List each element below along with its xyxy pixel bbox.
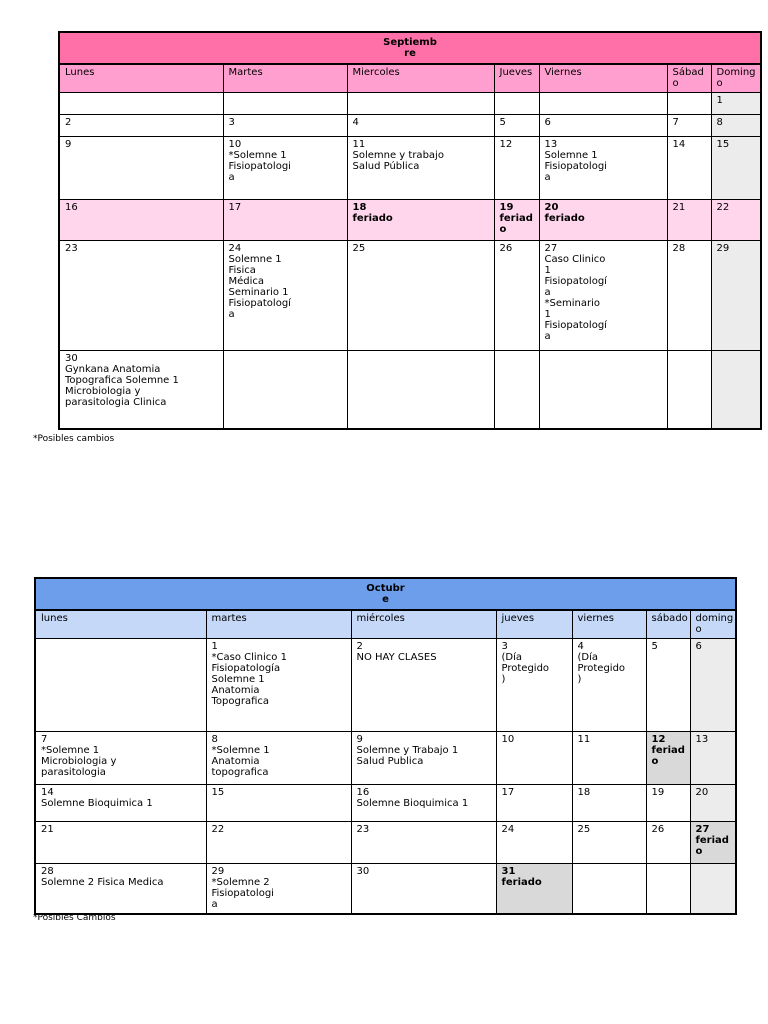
day-cell: 26 xyxy=(494,240,539,350)
day-cell: 30 xyxy=(351,863,496,914)
day-cell xyxy=(539,350,667,429)
holiday-cell: 27 feriad o xyxy=(690,821,736,863)
day-cell: 26 xyxy=(646,821,690,863)
day-cell xyxy=(667,350,711,429)
day-cell: 18 xyxy=(572,784,646,821)
day-header-viernes: viernes xyxy=(572,610,646,638)
day-header-martes: Martes xyxy=(223,64,347,92)
day-cell: 10 xyxy=(496,731,572,784)
day-cell: 20 xyxy=(690,784,736,821)
day-cell: 8 xyxy=(711,114,761,136)
day-cell: 6 xyxy=(690,638,736,731)
holiday-cell: 12 feriad o xyxy=(646,731,690,784)
month-title: Octubr e xyxy=(35,578,736,610)
day-cell: 3 (Día Protegido ) xyxy=(496,638,572,731)
day-cell: 21 xyxy=(667,199,711,240)
day-cell: 22 xyxy=(711,199,761,240)
week-row xyxy=(59,240,761,350)
day-cell: 24 xyxy=(496,821,572,863)
week-row xyxy=(35,638,736,731)
day-cell: 17 xyxy=(223,199,347,240)
day-cell: 21 xyxy=(35,821,206,863)
day-cell: 5 xyxy=(494,114,539,136)
day-cell: 17 xyxy=(496,784,572,821)
day-cell: 15 xyxy=(206,784,351,821)
day-cell: 14 xyxy=(667,136,711,199)
day-header-sabado: Sábad o xyxy=(667,64,711,92)
week-row xyxy=(35,731,736,784)
week-row xyxy=(59,136,761,199)
day-cell: 8 *Solemne 1 Anatomia topografica xyxy=(206,731,351,784)
day-cell: 16 Solemne Bioquimica 1 xyxy=(351,784,496,821)
day-cell xyxy=(59,92,223,114)
day-cell: 24 Solemne 1 Fisica Médica Seminario 1 Fisiopatologí a xyxy=(223,240,347,350)
day-header-miercoles: Miercoles xyxy=(347,64,494,92)
day-cell: 9 xyxy=(59,136,223,199)
holiday-week-row xyxy=(59,199,761,240)
day-cell: 22 xyxy=(206,821,351,863)
day-cell: 23 xyxy=(59,240,223,350)
day-cell: 9 Solemne y Trabajo 1 Salud Publica xyxy=(351,731,496,784)
day-cell: 1 xyxy=(711,92,761,114)
day-cell xyxy=(711,350,761,429)
day-cell: 4 xyxy=(347,114,494,136)
day-cell: 19 xyxy=(646,784,690,821)
october-calendar xyxy=(34,577,737,915)
day-header-jueves: jueves xyxy=(496,610,572,638)
day-cell: 4 (Día Protegido ) xyxy=(572,638,646,731)
day-cell: 2 xyxy=(59,114,223,136)
day-cell: 13 xyxy=(690,731,736,784)
week-row xyxy=(35,863,736,914)
day-cell: 11 xyxy=(572,731,646,784)
september-calendar xyxy=(58,31,762,430)
day-header-miercoles: miércoles xyxy=(351,610,496,638)
day-cell xyxy=(347,350,494,429)
day-cell: 12 xyxy=(494,136,539,199)
day-header-lunes: lunes xyxy=(35,610,206,638)
day-cell: 2 NO HAY CLASES xyxy=(351,638,496,731)
day-header-lunes: Lunes xyxy=(59,64,223,92)
day-cell: 25 xyxy=(572,821,646,863)
day-cell xyxy=(347,92,494,114)
day-cell: 29 xyxy=(711,240,761,350)
holiday-cell: 31 feriado xyxy=(496,863,572,914)
day-cell: 1 *Caso Clinico 1 Fisiopatología Solemne 1 Anatomia Topografica xyxy=(206,638,351,731)
day-cell: 28 Solemne 2 Fisica Medica xyxy=(35,863,206,914)
day-cell: 29 *Solemne 2 Fisiopatologi a xyxy=(206,863,351,914)
day-cell xyxy=(494,350,539,429)
day-cell xyxy=(494,92,539,114)
week-row xyxy=(35,821,736,863)
day-cell: 15 xyxy=(711,136,761,199)
day-cell: 3 xyxy=(223,114,347,136)
day-cell xyxy=(35,638,206,731)
day-header-sabado: sábado xyxy=(646,610,690,638)
holiday-cell: 20 feriado xyxy=(539,199,667,240)
day-cell: 5 xyxy=(646,638,690,731)
day-header-martes: martes xyxy=(206,610,351,638)
day-header-jueves: Jueves xyxy=(494,64,539,92)
holiday-cell: 18 feriado xyxy=(347,199,494,240)
day-cell xyxy=(223,92,347,114)
day-cell: 10 *Solemne 1 Fisiopatologi a xyxy=(223,136,347,199)
day-cell: 13 Solemne 1 Fisiopatologi a xyxy=(539,136,667,199)
day-header-domingo: doming o xyxy=(690,610,736,638)
day-cell xyxy=(646,863,690,914)
holiday-cell: 19 feriad o xyxy=(494,199,539,240)
day-cell: 7 *Solemne 1 Microbiologia y parasitologia xyxy=(35,731,206,784)
day-cell xyxy=(539,92,667,114)
day-cell: 25 xyxy=(347,240,494,350)
day-cell: 16 xyxy=(59,199,223,240)
september-note: *Posibles cambios xyxy=(33,434,115,444)
day-cell: 6 xyxy=(539,114,667,136)
day-cell xyxy=(667,92,711,114)
day-cell xyxy=(223,350,347,429)
day-cell: 11 Solemne y trabajo Salud Pública xyxy=(347,136,494,199)
day-cell: 27 Caso Clinico 1 Fisiopatologí a *Seminario 1 Fisiopatologí a xyxy=(539,240,667,350)
day-cell: 28 xyxy=(667,240,711,350)
day-cell: 30 Gynkana Anatomia Topografica Solemne 1 Microbiologia y parasitologia Clinica xyxy=(59,350,223,429)
day-cell: 14 Solemne Bioquimica 1 xyxy=(35,784,206,821)
week-row xyxy=(59,92,761,114)
day-cell xyxy=(690,863,736,914)
day-header-domingo: Doming o xyxy=(711,64,761,92)
day-cell: 7 xyxy=(667,114,711,136)
day-cell: 23 xyxy=(351,821,496,863)
day-cell xyxy=(572,863,646,914)
week-row xyxy=(59,114,761,136)
week-row xyxy=(59,350,761,429)
month-title: Septiemb re xyxy=(59,32,761,64)
october-note: *Posibles Cambios xyxy=(33,913,116,923)
day-header-viernes: Viernes xyxy=(539,64,667,92)
week-row xyxy=(35,784,736,821)
